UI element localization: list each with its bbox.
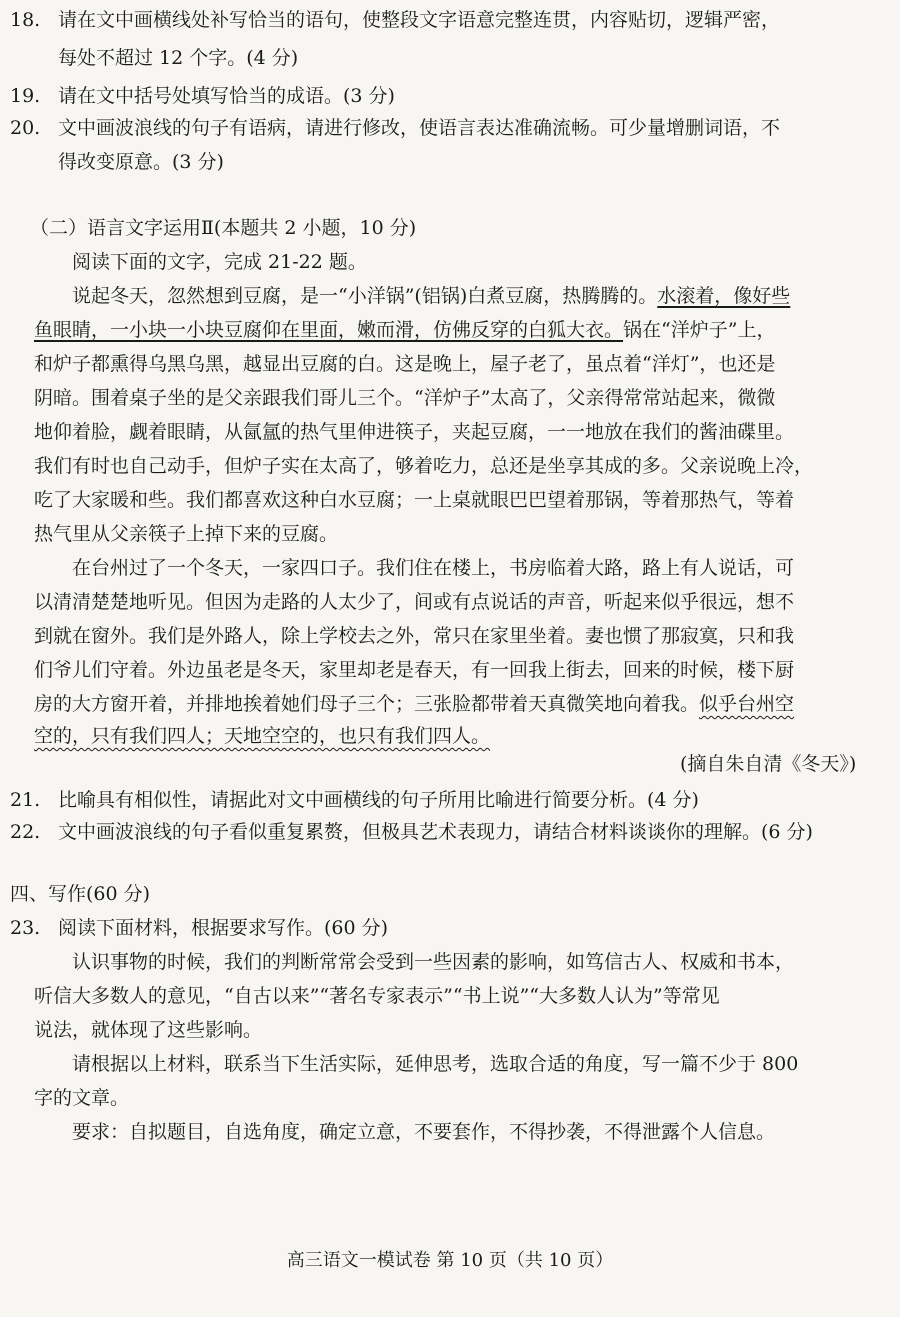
passage-text: 房的大方窗开着，并排地挨着她们母子三个；三张脸都带着天真微笑地向着我。: [34, 693, 700, 715]
passage-line: 到就在窗外。我们是外路人，除上学校去之外，常只在家里坐着。妻也惯了那寂寞，只和我: [34, 625, 795, 647]
material-line: 听信大多数人的意见，“自古以来”“著名专家表示”“书上说”“大多数人认为”等常见: [34, 985, 720, 1007]
passage-line: 在台州过了一个冬天，一家四口子。我们住在楼上，书房临着大路，路上有人说话，可: [72, 557, 795, 579]
passage-line: 阴暗。围着桌子坐的是父亲跟我们哥儿三个。“洋炉子”太高了，父亲得常常站起来，微微: [34, 387, 776, 409]
question-text: 阅读下面材料，根据要求写作。(60 分): [58, 917, 389, 939]
passage-line: 我们有时也自己动手，但炉子实在太高了，够着吃力，总还是坐享其成的多。父亲说晚上冷，: [34, 455, 814, 477]
question-number: 23.: [10, 917, 41, 939]
page-footer: 高三语文一模试卷 第 10 页（共 10 页）: [286, 1250, 614, 1271]
requirements: 要求：自拟题目，自选角度，确定立意，不要套作，不得抄袭，不得泄露个人信息。: [72, 1121, 776, 1143]
question-text: 请在文中括号处填写恰当的成语。(3 分): [58, 85, 395, 107]
task-line: 请根据以上材料，联系当下生活实际，延伸思考，选取合适的角度，写一篇不少于 800: [72, 1053, 799, 1075]
section-heading: 四、写作(60 分): [10, 883, 151, 905]
question-20-line-2: 得改变原意。(3 分): [58, 151, 224, 173]
question-number: 19.: [10, 85, 41, 107]
passage-line: [72, 282, 790, 310]
question-number: 22.: [10, 821, 41, 843]
passage-line: [34, 722, 490, 750]
section-heading: （二）语言文字运用Ⅱ(本题共 2 小题，10 分): [30, 217, 417, 239]
underlined-sentence: 鱼眼睛，一小块一小块豆腐仰在里面，嫩而滑，仿佛反穿的白狐大衣。: [34, 319, 624, 341]
underlined-sentence: 水滚着，像好些: [657, 285, 791, 307]
passage-line: 地仰着脸，觑着眼睛，从氤氲的热气里伸进筷子，夹起豆腐，一一地放在我们的酱油碟里。: [34, 421, 795, 443]
question-20-line-1: [10, 114, 780, 142]
question-18-line-1: [10, 6, 780, 34]
passage-line: 们爷儿们守着。外边虽老是冬天，家里却老是春天，有一回我上街去，回来的时候，楼下厨: [34, 659, 795, 681]
passage-line: [34, 690, 794, 718]
passage-line: 和炉子都熏得乌黑乌黑，越显出豆腐的白。这是晚上，屋子老了，虽点着“洋灯”，也还是: [34, 353, 776, 375]
question-21: [10, 786, 699, 814]
question-number: 18.: [10, 9, 41, 31]
material-line: 说法，就体现了这些影响。: [34, 1019, 263, 1041]
question-number: 20.: [10, 117, 41, 139]
question-19: [10, 82, 395, 110]
passage-line: 吃了大家暖和些。我们都喜欢这种白水豆腐；一上桌就眼巴巴望着那锅，等着那热气，等着: [34, 489, 795, 511]
passage-source: (摘自朱自清《冬天》): [680, 753, 857, 775]
task-line: 字的文章。: [34, 1087, 130, 1109]
question-18-line-2: 每处不超过 12 个字。(4 分): [58, 47, 299, 69]
material-line: 认识事物的时候，我们的判断常常会受到一些因素的影响，如笃信古人、权威和书本，: [72, 951, 795, 973]
question-text: 文中画波浪线的句子看似重复累赘，但极具艺术表现力，请结合材料谈谈你的理解。(6 分): [58, 821, 813, 843]
passage-line: 以清清楚楚地听见。但因为走路的人太少了，间或有点说话的声音，听起来似乎很远，想不: [34, 591, 795, 613]
passage-line: [34, 316, 775, 344]
passage-text: 说起冬天，忽然想到豆腐，是一“小洋锅”(铝锅)白煮豆腐，热腾腾的。: [72, 285, 658, 307]
question-text: 文中画波浪线的句子有语病，请进行修改，使语言表达准确流畅。可少量增删词语，不: [58, 117, 781, 139]
question-text: 比喻具有相似性，请据此对文中画横线的句子所用比喻进行简要分析。(4 分): [58, 789, 699, 811]
question-23: [10, 914, 388, 942]
wavy-underlined-sentence: 似乎台州空: [699, 693, 795, 715]
section-instruction: 阅读下面的文字，完成 21-22 题。: [72, 251, 367, 273]
question-number: 21.: [10, 789, 41, 811]
passage-text: 锅在“洋炉子”上，: [623, 319, 776, 341]
passage-line: 热气里从父亲筷子上掉下来的豆腐。: [34, 523, 339, 545]
question-text: 请在文中画横线处补写恰当的语句，使整段文字语意完整连贯，内容贴切，逻辑严密，: [58, 9, 781, 31]
question-22: [10, 818, 813, 846]
wavy-underlined-sentence: 空的，只有我们四人；天地空空的，也只有我们四人。: [34, 725, 491, 747]
